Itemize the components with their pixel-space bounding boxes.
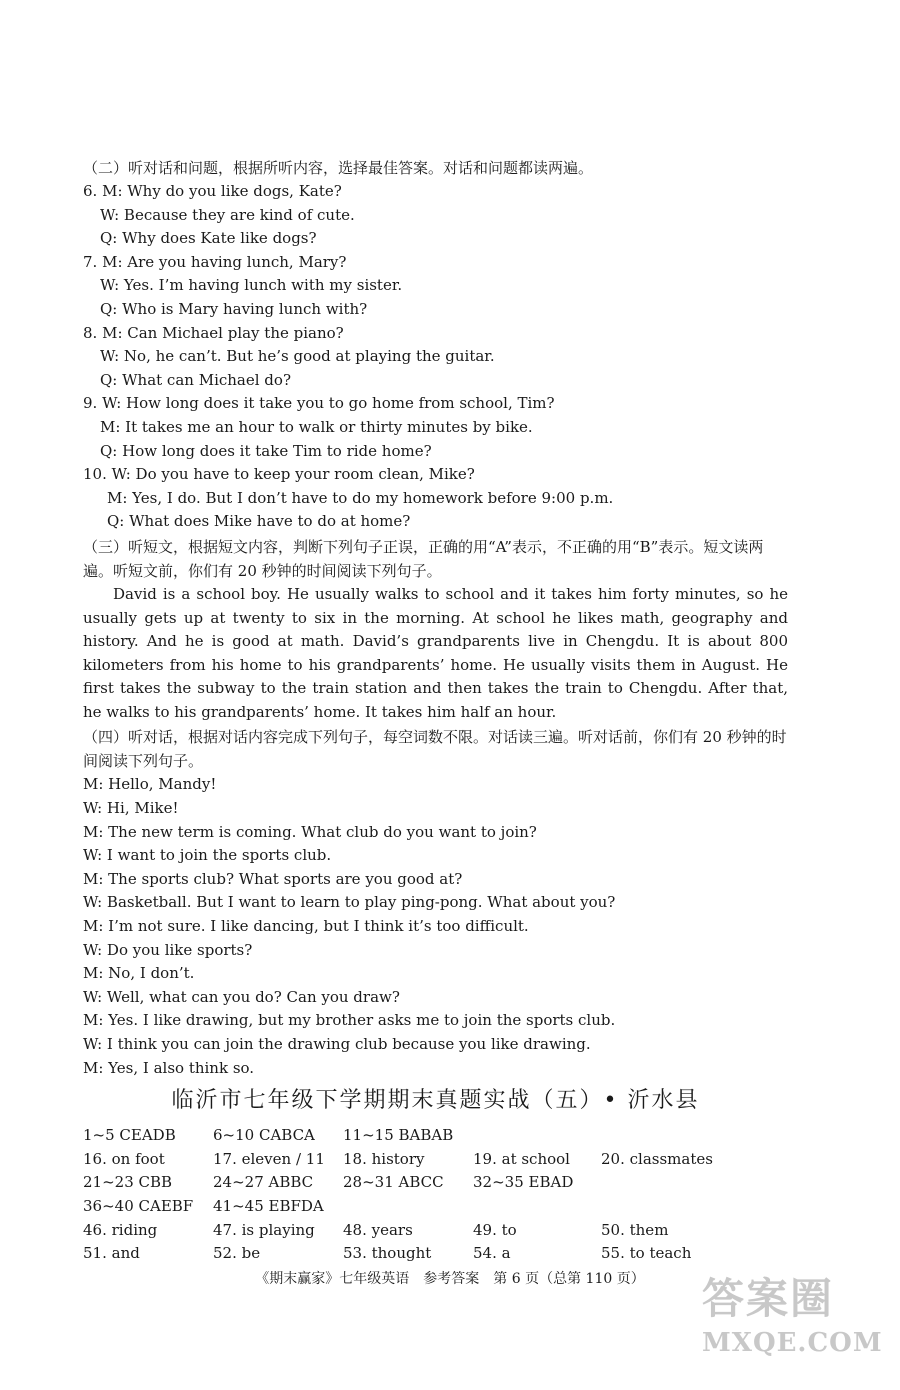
dialogue-line: Q: What can Michael do? <box>100 370 291 389</box>
dialogue-line: M: I’m not sure. I like dancing, but I think it’s too difficult. <box>83 917 529 936</box>
answer-cell: 20. classmates <box>601 1149 713 1168</box>
dialogue-line: M: No, I don’t. <box>83 964 195 983</box>
section-3-heading: （三）听短文，根据短文内容，判断下列句子正误，正确的用“A”表示，不正确的用“B”表示。短文读两遍。听短文前，你们有 20 秒钟的时间阅读下列句子。 <box>83 537 764 580</box>
answers-title: 临沂市七年级下学期期末真题实战（五）• 沂水县 <box>171 1088 700 1114</box>
answer-cell: 18. history <box>343 1149 425 1168</box>
dialogue-line: Q: Why does Kate like dogs? <box>100 229 317 248</box>
answer-cell: 41~45 EBFDA <box>213 1196 324 1215</box>
answer-cell: 11~15 BABAB <box>343 1126 454 1145</box>
answer-cell: 52. be <box>213 1244 261 1263</box>
answer-cell: 50. them <box>601 1220 669 1239</box>
answer-cell: 21~23 CBB <box>83 1173 173 1192</box>
dialogue-line: M: Yes, I also think so. <box>83 1058 255 1077</box>
answer-cell <box>601 1124 761 1148</box>
answer-cell: 47. is playing <box>213 1220 315 1239</box>
dialogue-line: W: Basketball. But I want to learn to play ping-pong. What about you? <box>83 893 616 912</box>
answer-cell: 51. and <box>83 1244 140 1263</box>
answer-cell: 55. to teach <box>601 1244 692 1263</box>
dialogue-line: M: Yes. I like drawing, but my brother asks me to join the sports club. <box>83 1011 616 1030</box>
watermark-logo <box>702 1266 883 1376</box>
dialogue-line: M: Yes, I do. But I don’t have to do my homework before 9:00 p.m. <box>107 488 614 507</box>
section-4-heading: （四）听对话，根据对话内容完成下列句子，每空词数不限。对话读三遍。听对话前，你们有 20 秒钟的时间阅读下列句子。 <box>83 728 787 771</box>
dialogue-line: W: Because they are kind of cute. <box>100 205 355 224</box>
section-2-items <box>83 180 788 534</box>
section-4-dialogue <box>83 773 788 1080</box>
answer-cell: 16. on foot <box>83 1149 165 1168</box>
answers-grid <box>83 1124 788 1266</box>
answer-cell: 49. to <box>473 1220 517 1239</box>
dialogue-line: W: I think you can join the drawing club because you like drawing. <box>83 1035 591 1053</box>
section-3-passage: David is a school boy. He usually walks to school and it takes him forty minutes, so he usually gets up at twenty to six in the morning. At school he likes math, geography and history. And he is good at math. David’s grandparents live in Chengdu. It is about 800 kilometers from his home to his grandparents’ home. He usually visits them in August. He first takes the subway to the train station and then takes the train to Chengdu. After that, he walks to his grandparents’ home. It takes him half an hour. <box>83 584 788 721</box>
dialogue-line: W: I want to join the sports club. <box>83 846 332 865</box>
page-footer: 《期末赢家》七年级英语 参考答案 第 6 页（总第 110 页） <box>255 1271 645 1287</box>
answer-cell: 32~35 EBAD <box>473 1173 574 1192</box>
dialogue-line: W: Well, what can you do? Can you draw? <box>83 987 400 1006</box>
answer-cell: 53. thought <box>343 1244 432 1263</box>
dialogue-line: Q: What does Mike have to do at home? <box>107 512 411 531</box>
answer-cell: 48. years <box>343 1220 413 1239</box>
question-line: 10. W: Do you have to keep your room clean, Mike? <box>83 465 475 484</box>
answer-cell: 6~10 CABCA <box>213 1126 315 1145</box>
question-line: 6. M: Why do you like dogs, Kate? <box>83 182 342 200</box>
dialogue-line: W: No, he can’t. But he’s good at playing the guitar. <box>100 347 495 366</box>
dialogue-line: W: Yes. I’m having lunch with my sister. <box>100 276 403 295</box>
answer-cell <box>601 1171 761 1195</box>
answer-cell <box>343 1195 473 1219</box>
dialogue-line: M: The new term is coming. What club do you want to join? <box>83 822 537 841</box>
dialogue-line: M: The sports club? What sports are you good at? <box>83 869 463 888</box>
answer-cell <box>473 1124 601 1148</box>
section-2-heading: （二）听对话和问题，根据所听内容，选择最佳答案。对话和问题都读两遍。 <box>83 159 594 177</box>
question-line: 7. M: Are you having lunch, Mary? <box>83 252 347 271</box>
answer-cell: 36~40 CAEBF <box>83 1196 194 1215</box>
answer-cell <box>473 1195 601 1219</box>
dialogue-line: W: Do you like sports? <box>83 940 253 959</box>
answer-cell: 24~27 ABBC <box>213 1173 314 1192</box>
answer-cell: 46. riding <box>83 1220 158 1239</box>
answer-cell: 54. a <box>473 1244 511 1263</box>
answer-cell: 19. at school <box>473 1149 570 1168</box>
dialogue-line: M: Hello, Mandy! <box>83 775 217 794</box>
question-line: 9. W: How long does it take you to go home from school, Tim? <box>83 394 555 413</box>
dialogue-line: Q: How long does it take Tim to ride home? <box>100 441 432 460</box>
watermark-title: 答案圈 <box>702 1274 835 1323</box>
answer-cell: 1~5 CEADB <box>83 1126 176 1145</box>
watermark-site: MXQE.COM <box>702 1328 883 1358</box>
answer-cell <box>601 1195 761 1219</box>
dialogue-line: Q: Who is Mary having lunch with? <box>100 299 368 318</box>
answer-cell: 17. eleven / 11 <box>213 1149 325 1168</box>
dialogue-line: W: Hi, Mike! <box>83 799 179 818</box>
question-line: 8. M: Can Michael play the piano? <box>83 323 344 342</box>
dialogue-line: M: It takes me an hour to walk or thirty minutes by bike. <box>100 417 533 436</box>
answer-cell: 28~31 ABCC <box>343 1173 444 1192</box>
page-content <box>83 156 788 1266</box>
